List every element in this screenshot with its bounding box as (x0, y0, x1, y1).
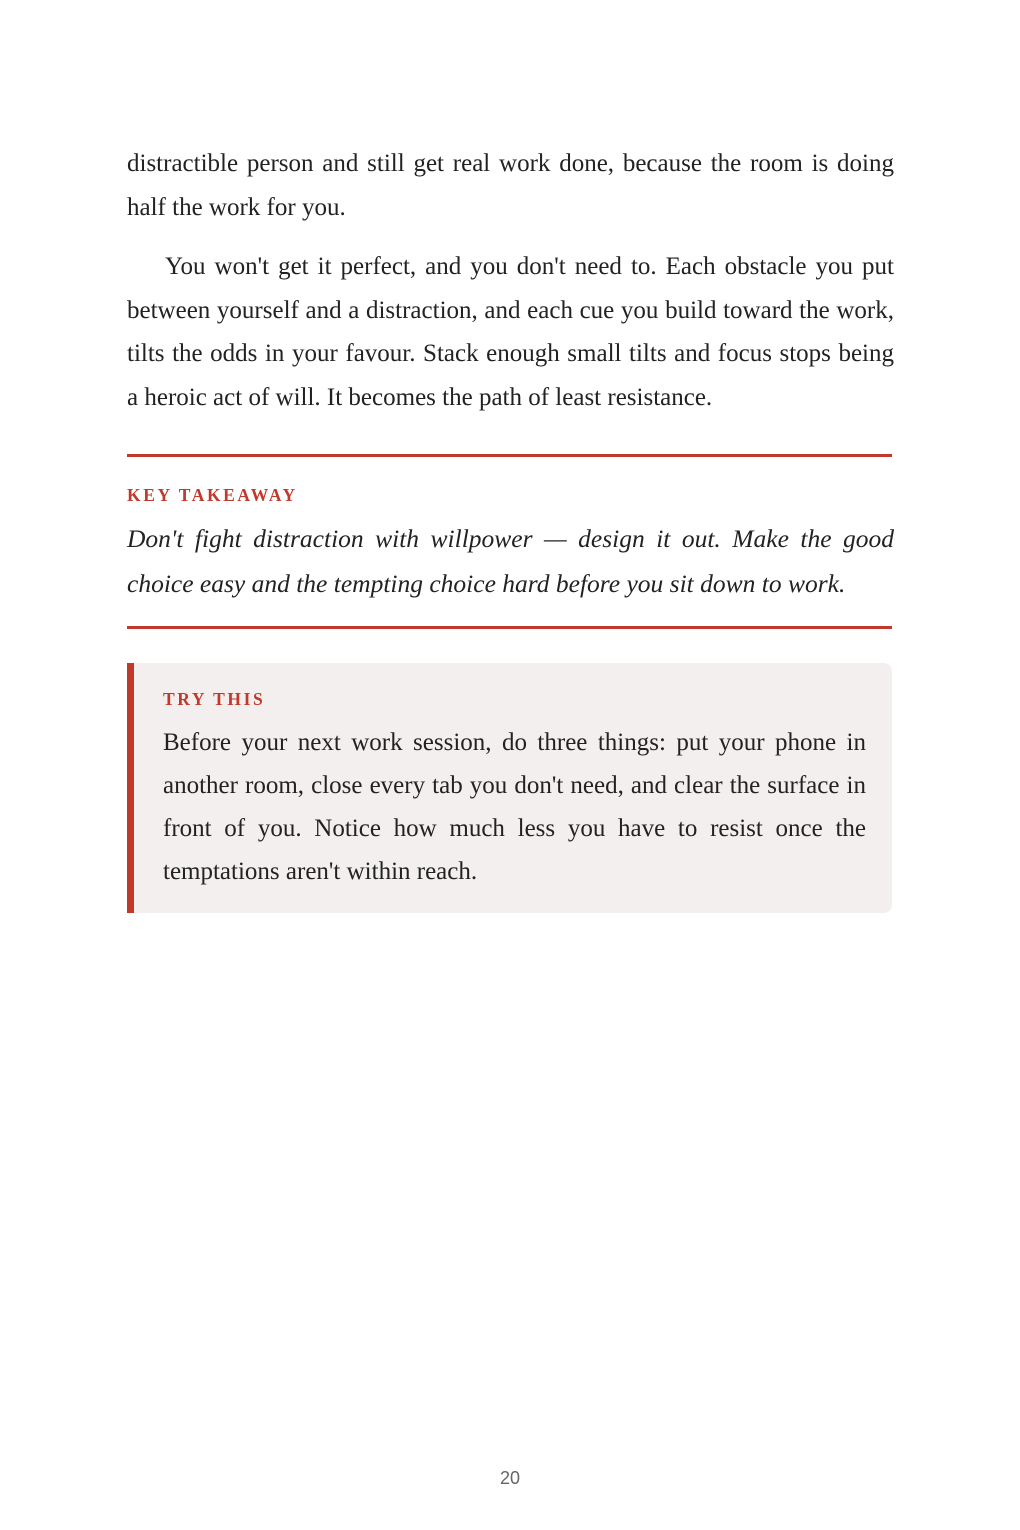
key-takeaway-label: KEY TAKEAWAY (127, 485, 298, 505)
key-takeaway-text: Don't fight distraction with willpower — design it out. Make the good choice easy and the tempting choice hard before you sit down to work. (127, 524, 894, 598)
body-paragraph: You won't get it perfect, and you don't need to. Each obstacle you put between yourself and a distraction, and each cue you build toward the work, tilts the odds in your favour. Stack enough small tilts and focus stops being a heroic act of will. It becomes the path of least resistance. (127, 253, 894, 411)
page-content (127, 142, 894, 913)
try-this-label: TRY THIS (163, 689, 266, 709)
body-paragraph-continued: distractible person and still get real work done, because the room is doing half the work for you. (127, 150, 894, 221)
try-this-callout (127, 663, 892, 913)
try-this-text: Before your next work session, do three things: put your phone in another room, close every tab you don't need, and clear the surface in front of you. Notice how much less you have to resist once the temptations aren't within reach. (163, 729, 866, 885)
page-number: 20 (499, 1468, 521, 1488)
key-takeaway-callout (127, 454, 892, 629)
